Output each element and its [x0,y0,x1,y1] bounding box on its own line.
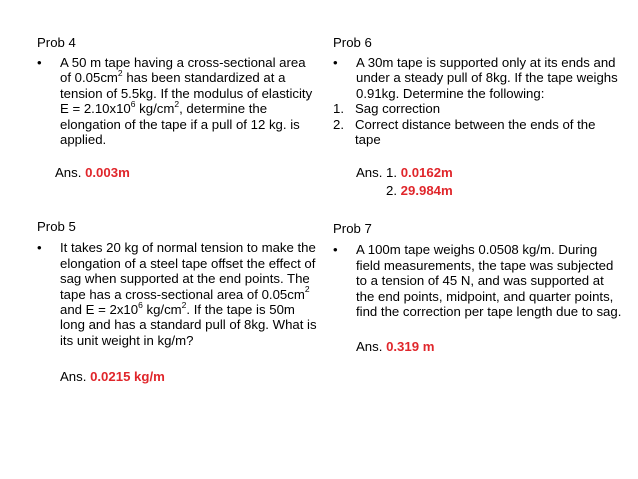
prob6-item-1: 1. Sag correction [333,101,441,117]
prob6-item-2: 2. Correct distance between the ends of the tape [333,116,596,148]
prob5-statement: • It takes 20 kg of normal tension to make the elongation of a steel tape offset the effect of sag when supported at the end points. The tape has a cross-sectional area of $0.05cm^2$ and $E = 2x10^6$ $kg/cm^2$. If the tape is 50m long and has a standard pull of 8kg. What is its unit weight in kg/m? [37,240,317,348]
prob7-answer-value: 0.319 m [386,339,435,355]
prob4-answer: Ans. 0.003m [55,165,130,181]
prob6-answer-2: 2. 29.984m [386,183,453,199]
right-column [333,35,623,355]
prob6-statement: • A 30m tape is supported only at its ends and under a steady pull of 8kg. If the tape weighs 0.91kg. Determine the following: [333,55,618,101]
prob6-title: Prob 6 [333,35,372,50]
left-column [37,35,317,385]
bullet-icon: • [37,55,42,70]
prob4-title: Prob 4 [37,35,76,50]
prob7-title: Prob 7 [333,221,372,237]
bullet-icon: • [37,240,42,256]
prob6-answer-1: Ans. 1. 0.0162m [356,165,453,181]
bullet-icon: • [333,55,338,70]
prob6-answer-value-1: 0.0162m [400,165,453,181]
prob4-answer-value: 0.003m [85,165,130,181]
prob5-title: Prob 5 [37,219,76,235]
prob5-answer-value: 0.0215 kg/m [90,369,165,385]
prob6-answer-value-2: 29.984m [400,183,453,199]
prob5-answer: Ans. 0.0215 kg/m [60,369,165,385]
bullet-icon: • [333,242,338,258]
prob7-statement: • A 100m tape weighs 0.0508 kg/m. During field measurements, the tape was subjected to a tension of 45 N, and was supported at the end points, midpoint, and quarter points, find the correction per tape length due to sag. [333,242,622,320]
prob7-answer: Ans. 0.319 m [356,339,435,355]
prob4-statement: • A 50 m tape having a cross-sectional area of $0.05cm^2$ has been standardized at a tension of 5.5kg. If the modulus of elasticity $E = 2.10x10^6$ $kg/cm^2$, determine the elongation of the tape if a pull of 12 kg. is applied. [37,55,313,148]
